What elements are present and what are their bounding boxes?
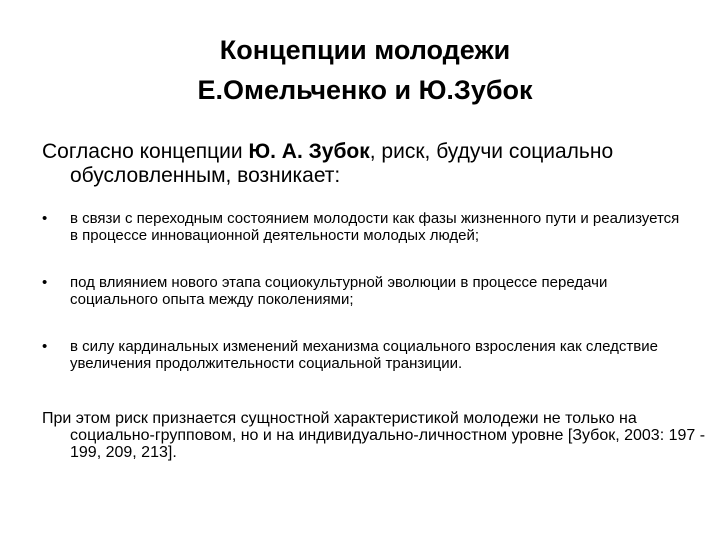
bullet-list — [42, 210, 682, 372]
intro-author-bold: Ю. А. Зубок — [248, 140, 370, 163]
conclusion-paragraph: При этом риск признается сущностной характеристикой молодежи не только на социально-групповом, но и на индивидуально-личностном уровне [Зубок, 2003: 197 - 199, 209, 213]. — [42, 410, 706, 461]
slide-title — [150, 30, 580, 110]
bullet-item — [42, 338, 682, 372]
bullet-text: в силу кардинальных изменений механизма социального взросления как следствие увеличения продолжительности социальной транзиции. — [70, 338, 658, 372]
intro-text-after: , риск, будучи социально обусловленным, возникает: — [70, 140, 614, 187]
bullet-marker: • — [42, 274, 48, 291]
title-line-1: Концепции молодежи — [219, 35, 511, 65]
title-line-2: Е.Омельченко и Ю.Зубок — [197, 75, 533, 105]
bullet-item — [42, 210, 682, 244]
intro-paragraph — [42, 140, 720, 188]
bullet-text: под влиянием нового этапа социокультурной эволюции в процессе передачи социального опыта между поколениями; — [70, 274, 608, 308]
bullet-item — [42, 274, 682, 308]
bullet-marker: • — [42, 338, 48, 355]
intro-text-before: Согласно концепции — [42, 140, 249, 163]
bullet-text: в связи с переходным состоянием молодости как фазы жизненного пути и реализуется в процессе инновационной деятельности молодых людей; — [70, 210, 680, 244]
bullet-marker: • — [42, 210, 48, 227]
